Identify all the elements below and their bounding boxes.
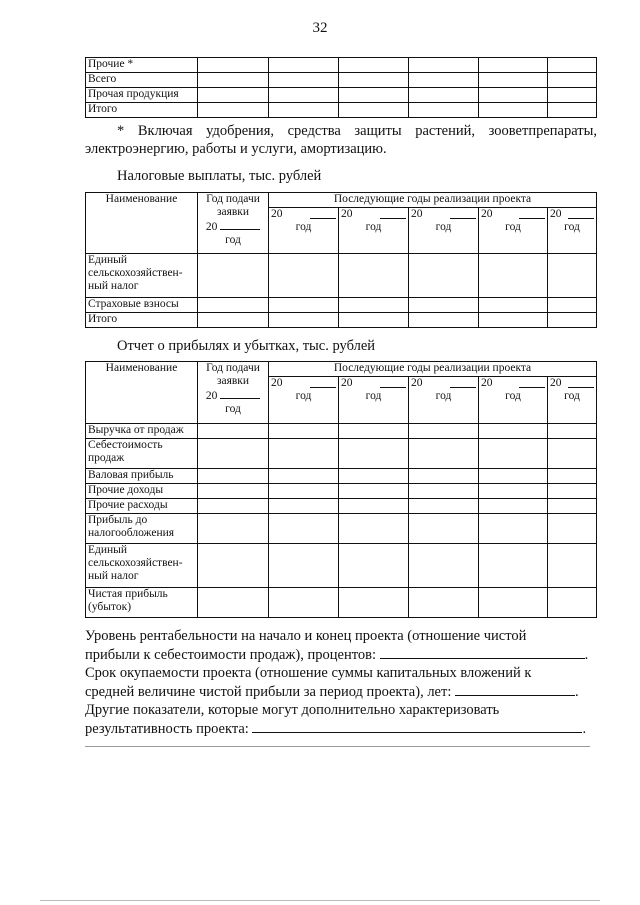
- table-row: [86, 103, 597, 118]
- page-bottom-line: [40, 900, 600, 901]
- column-header-application-year: Год подачи заявки 20 год: [198, 193, 269, 254]
- row-label: Прочая продукция: [86, 88, 198, 103]
- profitability-fill-line[interactable]: [380, 645, 585, 659]
- row-label: Прочие расходы: [86, 499, 198, 514]
- year-column-header: 20 год: [269, 208, 339, 254]
- tax-payments-table: [85, 192, 597, 328]
- payback-line-1: Срок окупаемости проекта (отношение суммы капитальных вложений к: [85, 665, 532, 681]
- year-column-header: 20 год: [339, 208, 409, 254]
- table-row: [86, 544, 597, 588]
- profit-loss-table: [85, 361, 597, 618]
- table-row: [86, 499, 597, 514]
- table-row: [86, 588, 597, 618]
- table-row: [86, 514, 597, 544]
- column-header-next-years: Последующие годы реализации проекта: [269, 193, 597, 208]
- row-label: Прибыль до налогообложения: [86, 514, 198, 544]
- table-header-row: [86, 193, 597, 208]
- table-header-row: [86, 362, 597, 377]
- row-label: Всего: [86, 73, 198, 88]
- table-row: [86, 88, 597, 103]
- year-column-header: 20 год: [339, 377, 409, 424]
- row-label: Прочие доходы: [86, 484, 198, 499]
- row-label: Итого: [86, 103, 198, 118]
- table-row: [86, 424, 597, 439]
- footnote-line-2: электроэнергию, работы и услуги, амортизацию.: [85, 141, 387, 157]
- column-header-application-year: Год подачи заявки 20 год: [198, 362, 269, 424]
- other-indicators-line-1: Другие показатели, которые могут дополнительно характеризовать: [85, 702, 500, 718]
- table-row: [86, 439, 597, 469]
- payback-fill-line[interactable]: [455, 682, 575, 696]
- column-header-next-years: Последующие годы реализации проекта: [269, 362, 597, 377]
- row-label: Единый сельскохозяйствен-ный налог: [86, 544, 198, 588]
- row-label: Чистая прибыль (убыток): [86, 588, 198, 618]
- table-row: [86, 469, 597, 484]
- bottom-divider: [85, 746, 590, 747]
- table-row: [86, 313, 597, 328]
- row-label: Валовая прибыль: [86, 469, 198, 484]
- year-column-header: 20 год: [548, 377, 597, 424]
- year-column-header: 20 год: [409, 377, 479, 424]
- column-header-name: Наименование: [86, 362, 198, 424]
- footnote: [85, 122, 597, 158]
- pl-table-title: Отчет о прибылях и убытках, тыс. рублей: [117, 338, 376, 354]
- row-label: Итого: [86, 313, 198, 328]
- row-label: Страховые взносы: [86, 298, 198, 313]
- year-column-header: 20 год: [479, 208, 548, 254]
- payback-line-2: средней величине чистой прибыли за период проекта), лет: .: [85, 684, 579, 700]
- page-number: 32: [312, 20, 328, 36]
- column-header-name: Наименование: [86, 193, 198, 254]
- tax-table-title: Налоговые выплаты, тыс. рублей: [117, 168, 322, 184]
- other-indicators-line-2: результативность проекта: .: [85, 721, 587, 737]
- row-label: Прочие *: [86, 58, 198, 73]
- continued-table: [85, 57, 597, 118]
- year-column-header: 20 год: [409, 208, 479, 254]
- row-label: Выручка от продаж: [86, 424, 198, 439]
- profitability-line-1: Уровень рентабельности на начало и конец проекта (отношение чистой: [85, 628, 527, 644]
- table-row: [86, 58, 597, 73]
- year-column-header: 20 год: [479, 377, 548, 424]
- table-row: [86, 484, 597, 499]
- row-label: Себестоимость продаж: [86, 439, 198, 469]
- year-column-header: 20 год: [269, 377, 339, 424]
- table-row: [86, 298, 597, 313]
- year-column-header: 20 год: [548, 208, 597, 254]
- other-indicators-fill-line[interactable]: [252, 719, 582, 733]
- table-row: [86, 73, 597, 88]
- bottom-text: [85, 627, 597, 738]
- profitability-line-2: прибыли к себестоимости продаж), процентов: .: [85, 647, 589, 663]
- footnote-line-1: * Включая удобрения, средства защиты растений, зооветпрепараты,: [117, 123, 597, 139]
- table-row: [86, 254, 597, 298]
- row-label: Единый сельскохозяйствен-ный налог: [86, 254, 198, 298]
